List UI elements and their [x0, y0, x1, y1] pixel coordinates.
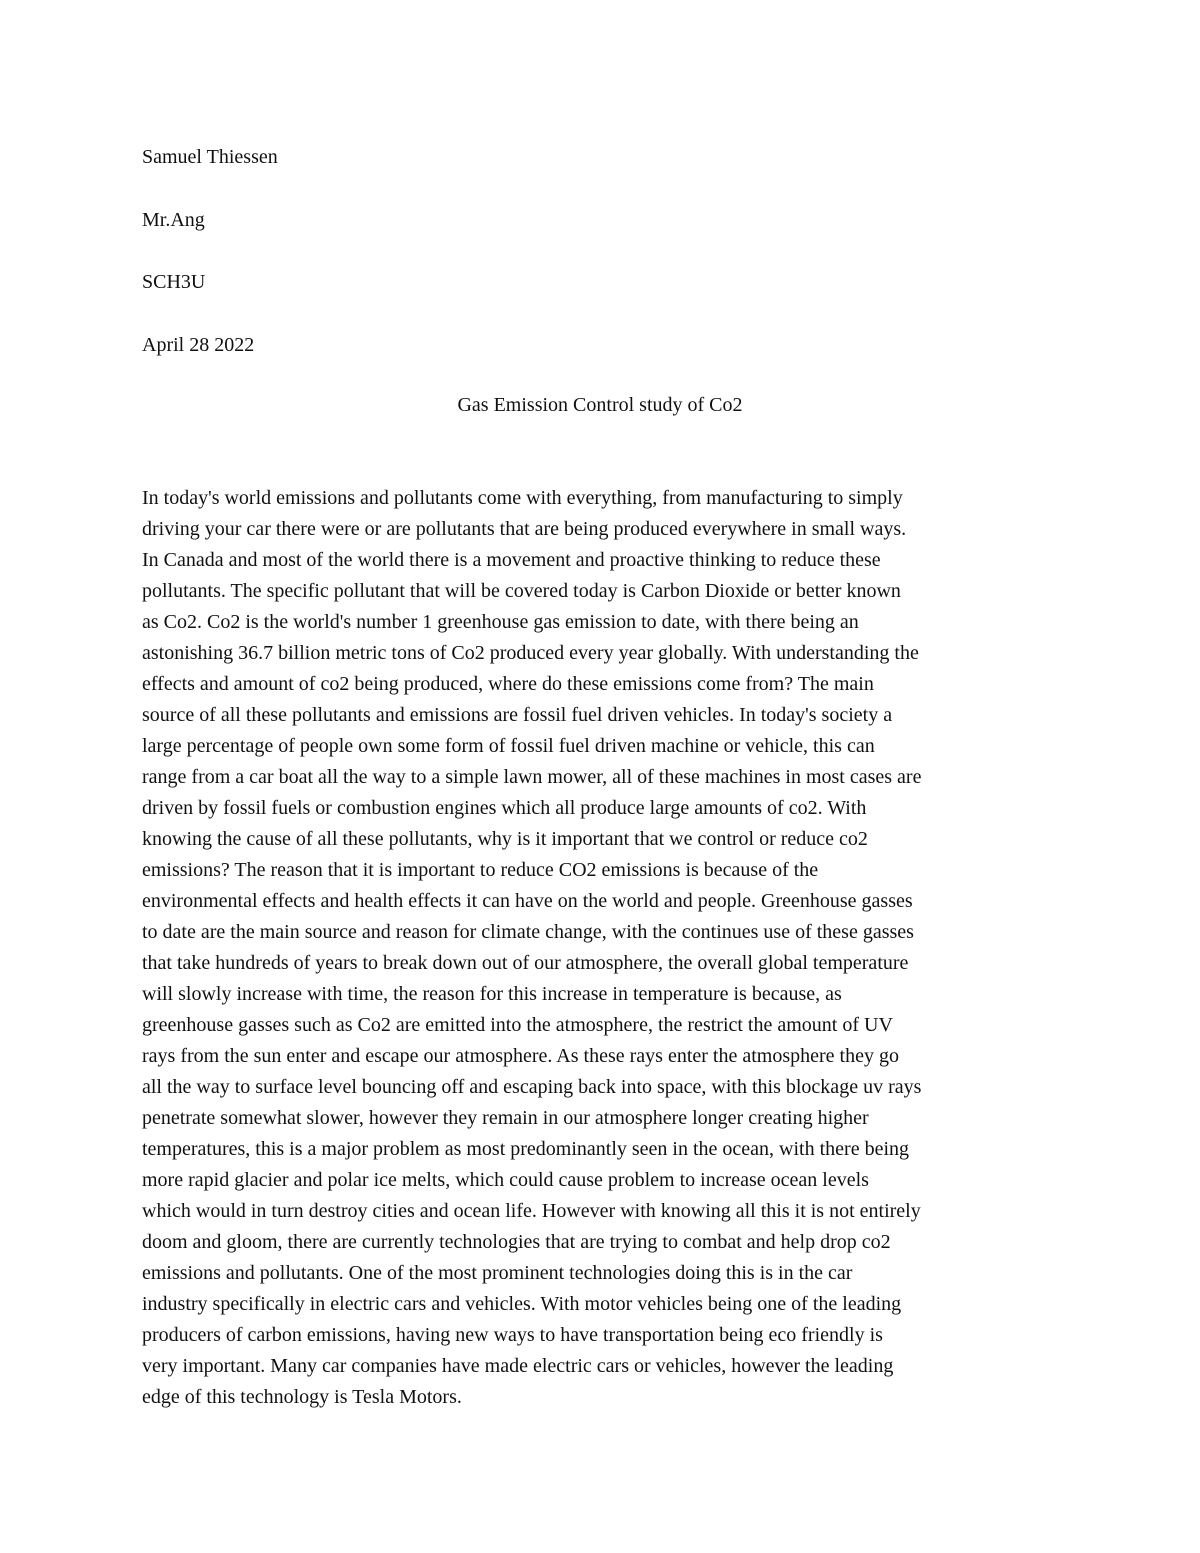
- body-line: driving your car there were or are pollutants that are being produced everywhere in small ways.: [142, 518, 907, 540]
- body-line: edge of this technology is Tesla Motors.: [142, 1386, 462, 1408]
- body-line: emissions? The reason that it is important to reduce CO2 emissions is because of the: [142, 859, 819, 881]
- body-line: emissions and pollutants. One of the most prominent technologies doing this is in the car: [142, 1262, 853, 1284]
- body-line: source of all these pollutants and emissions are fossil fuel driven vehicles. In today's society a: [142, 704, 893, 726]
- body-line: producers of carbon emissions, having new ways to have transportation being eco friendly is: [142, 1324, 883, 1346]
- body-line: large percentage of people own some form of fossil fuel driven machine or vehicle, this can: [142, 735, 875, 757]
- body-line: which would in turn destroy cities and ocean life. However with knowing all this it is not entirely: [142, 1200, 921, 1222]
- body-line: environmental effects and health effects it can have on the world and people. Greenhouse gasses: [142, 890, 913, 912]
- body-line: more rapid glacier and polar ice melts, which could cause problem to increase ocean levels: [142, 1169, 869, 1191]
- body-line: will slowly increase with time, the reason for this increase in temperature is because, as: [142, 983, 842, 1005]
- body-line: pollutants. The specific pollutant that will be covered today is Carbon Dioxide or better known: [142, 580, 901, 602]
- body-line: astonishing 36.7 billion metric tons of Co2 produced every year globally. With understanding the: [142, 642, 919, 664]
- body-line: industry specifically in electric cars and vehicles. With motor vehicles being one of the leading: [142, 1293, 902, 1315]
- document-title: Gas Emission Control study of Co2: [457, 394, 743, 416]
- teacher-name: Mr.Ang: [142, 208, 205, 231]
- body-line: effects and amount of co2 being produced, where do these emissions come from? The main: [142, 673, 874, 695]
- body-line: In today's world emissions and pollutants come with everything, from manufacturing to simply: [142, 487, 903, 509]
- body-line: doom and gloom, there are currently technologies that are trying to combat and help drop co2: [142, 1231, 891, 1253]
- date: April 28 2022: [142, 333, 255, 356]
- body-line: all the way to surface level bouncing off and escaping back into space, with this blockage uv rays: [142, 1076, 922, 1098]
- body-line: range from a car boat all the way to a simple lawn mower, all of these machines in most cases are: [142, 766, 922, 788]
- body-line: knowing the cause of all these pollutants, why is it important that we control or reduce co2: [142, 828, 868, 850]
- body-line: that take hundreds of years to break down out of our atmosphere, the overall global temperature: [142, 952, 909, 974]
- body-paragraph: [142, 483, 1072, 1413]
- body-line: temperatures, this is a major problem as most predominantly seen in the ocean, with there being: [142, 1138, 910, 1160]
- body-line: driven by fossil fuels or combustion engines which all produce large amounts of co2. With: [142, 797, 867, 819]
- body-line: very important. Many car companies have made electric cars or vehicles, however the leading: [142, 1355, 894, 1377]
- body-line: penetrate somewhat slower, however they remain in our atmosphere longer creating higher: [142, 1107, 869, 1129]
- body-line: to date are the main source and reason for climate change, with the continues use of these gasses: [142, 921, 914, 943]
- header-block: [142, 143, 1042, 393]
- body-line: In Canada and most of the world there is a movement and proactive thinking to reduce these: [142, 549, 881, 571]
- student-name: Samuel Thiessen: [142, 146, 278, 168]
- body-line: rays from the sun enter and escape our atmosphere. As these rays enter the atmosphere they go: [142, 1045, 899, 1067]
- body-line: greenhouse gasses such as Co2 are emitted into the atmosphere, the restrict the amount of UV: [142, 1014, 893, 1036]
- course-code: SCH3U: [142, 271, 206, 293]
- body-line: as Co2. Co2 is the world's number 1 greenhouse gas emission to date, with there being an: [142, 611, 859, 633]
